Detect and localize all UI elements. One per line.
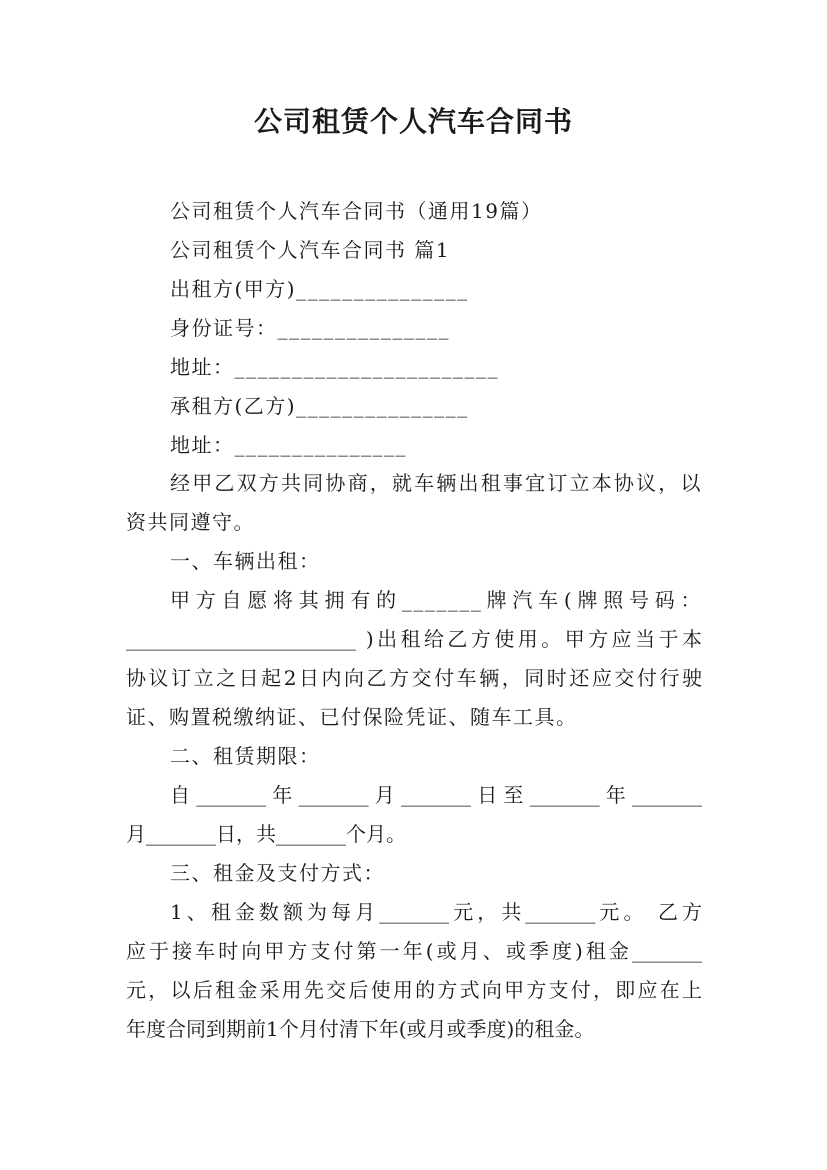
clause-heading-line: 一、车辆出租： (170, 549, 321, 573)
lessee-line: 承租方(乙方)_______________ (170, 394, 469, 418)
document-title: 公司租赁个人汽车合同书 (253, 105, 573, 138)
lessor-address-line: 地址：_______________________ (170, 355, 499, 379)
paragraph-line: 证、购置税缴纳证、已付保险凭证、随车工具。 (126, 705, 578, 729)
paragraph-line: 资共同遵守。 (126, 510, 255, 534)
clause-heading-line: 三、租金及支付方式： (170, 861, 385, 885)
paragraph-line: 年度合同到期前1个月付清下年(或月或季度)的租金。 (126, 1017, 595, 1041)
paragraph-line: 协议订立之日起2日内向乙方交付车辆，同时还应交付行驶 (126, 666, 702, 690)
paragraph-line: 经甲乙双方共同协商，就车辆出租事宜订立本协议，以 (170, 471, 702, 495)
subtitle-line: 公司租赁个人汽车合同书（通用19篇） (170, 199, 543, 223)
clause-heading-line: 二、租赁期限： (170, 744, 321, 768)
paragraph-line: 自_______年_______月_______日至_______年_______ (170, 783, 702, 807)
lessor-line: 出租方(甲方)_______________ (170, 277, 469, 301)
paragraph-line: 1、租金数额为每月_______元，共_______元。 乙方 (170, 900, 702, 924)
section-heading-line: 公司租赁个人汽车合同书 篇1 (170, 238, 451, 262)
paragraph-line: 元，以后租金采用先交后使用的方式向甲方支付，即应在上 (126, 978, 702, 1002)
lessee-address-line: 地址：_______________ (170, 433, 407, 457)
paragraph-line: 应于接车时向甲方支付第一年(或月、或季度)租金_______ (126, 939, 702, 963)
paragraph-line: 甲方自愿将其拥有的_______牌汽车(牌照号码： (170, 588, 702, 612)
paragraph-line: _______________________ )出租给乙方使用。甲方应当于本 (126, 627, 702, 651)
id-number-line: 身份证号：_______________ (170, 316, 450, 340)
paragraph-line: 月_______日，共_______个月。 (126, 822, 406, 846)
